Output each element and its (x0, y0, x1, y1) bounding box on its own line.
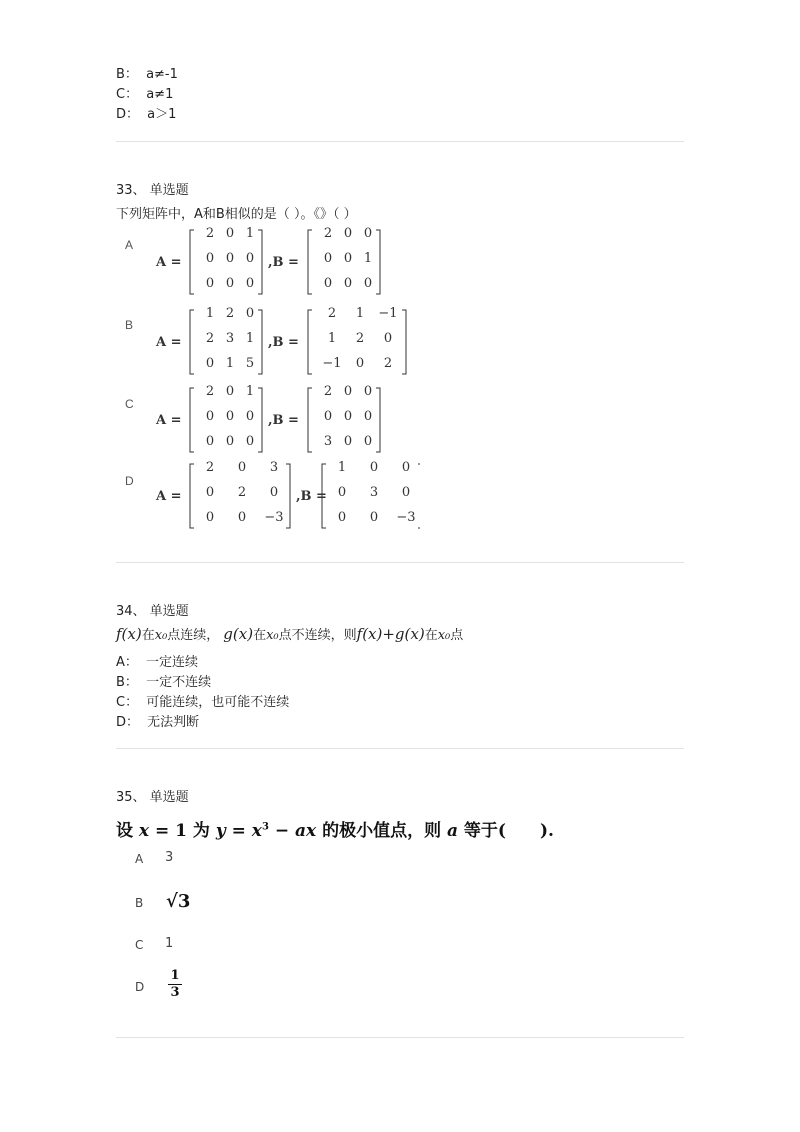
matrix-cell: 2 (237, 485, 247, 500)
matrix-cell: 1 (363, 251, 373, 266)
q35-option-a-label[interactable]: A (135, 852, 144, 866)
option-letter: D： (116, 715, 140, 730)
matrix-symbol-b: ,B = (268, 255, 299, 270)
matrix-cell: 2 (323, 384, 333, 399)
matrix-cell: 2 (225, 306, 235, 321)
matrix-cell: 1 (337, 460, 347, 475)
matrix-cell: 3 (369, 485, 379, 500)
q33-header: 33、 单选题 (116, 183, 189, 198)
stem-text: = 1 为 (149, 821, 216, 841)
stem-text: 在 (141, 628, 155, 643)
matrix-cell: 3 (323, 434, 333, 449)
q34-option-a[interactable] (116, 651, 198, 670)
x0-symbol: x₀ (266, 628, 279, 643)
stem-text: 点连续， (167, 628, 220, 643)
matrix-cell: 1 (245, 226, 255, 241)
matrix-cell: 0 (369, 460, 379, 475)
matrix-symbol-b: ,B = (268, 335, 299, 350)
matrix-cell: 1 (225, 356, 235, 371)
matrix-cell: 0 (343, 409, 353, 424)
matrix-cell: 0 (245, 276, 255, 291)
stem-text: − (268, 821, 295, 841)
matrix-cell: 1 (205, 306, 215, 321)
option-text: a≠1 (146, 87, 174, 102)
left-bracket (190, 464, 194, 528)
matrix-cell: 0 (245, 251, 255, 266)
q34-option-c[interactable] (116, 691, 289, 710)
stem-text: 设 (116, 821, 139, 841)
left-bracket (308, 230, 312, 294)
left-bracket (308, 388, 312, 452)
right-bracket (286, 464, 290, 528)
matrix-symbol-a: A = (156, 335, 182, 350)
matrix-cell: 0 (363, 226, 373, 241)
matrix-cell: 0 (225, 226, 235, 241)
matrix-cell: 0 (363, 384, 373, 399)
matrix-cell: 0 (337, 510, 347, 525)
right-bracket (402, 310, 406, 374)
var-a: a (447, 821, 459, 841)
left-bracket (308, 310, 312, 374)
matrix-symbol-a: A = (156, 255, 182, 270)
matrix-cell: −3 (396, 510, 416, 525)
matrix-pair (155, 384, 380, 452)
f-of-x: f(x) (116, 625, 142, 643)
stem-text: = (225, 821, 252, 841)
matrix-cell: 0 (323, 251, 333, 266)
matrix-cell: 0 (343, 276, 353, 291)
right-bracket (418, 464, 420, 528)
divider (116, 141, 684, 142)
q33-option-a-matrices[interactable] (150, 224, 410, 300)
q33-option-a-label[interactable]: A (125, 238, 134, 252)
matrix-cell: −3 (264, 510, 284, 525)
x0-symbol: x₀ (154, 628, 168, 643)
matrix-cell: 0 (245, 434, 255, 449)
matrix-cell: 0 (225, 251, 235, 266)
matrix-cell: 0 (237, 510, 247, 525)
matrix-cell: 2 (205, 331, 215, 346)
option-text: a≠-1 (146, 67, 178, 82)
option-letter: C： (116, 87, 139, 102)
matrix-cell: 0 (401, 460, 411, 475)
stem-text: 在 (253, 628, 267, 643)
q33-option-b-matrices[interactable] (150, 304, 420, 380)
stem-text: 点不连续，则 (278, 628, 357, 643)
q33-option-d-matrices[interactable] (150, 458, 420, 534)
matrix-cell: 0 (225, 276, 235, 291)
matrix-cell: 0 (383, 331, 393, 346)
q33-option-b-label[interactable]: B (125, 318, 134, 332)
matrix-cell: 0 (205, 251, 215, 266)
matrix-cell: 0 (337, 485, 347, 500)
q33-stem: 下列矩阵中，A和B相似的是（ ）。《》（ ） (116, 207, 357, 222)
option-text: 一定连续 (146, 655, 199, 670)
matrix-cell: 0 (343, 226, 353, 241)
matrix-cell: 0 (205, 434, 215, 449)
matrix-cell: 2 (205, 460, 215, 475)
f-plus-g: f(x)+g(x) (356, 625, 425, 643)
matrix-cell: 0 (323, 276, 333, 291)
matrix-symbol-a: A = (156, 489, 182, 504)
matrix-cell: 0 (343, 251, 353, 266)
left-bracket (190, 310, 194, 374)
q32-option-d[interactable] (116, 103, 176, 122)
q33-option-c-label[interactable]: C (125, 397, 134, 411)
matrix-cell: 0 (343, 384, 353, 399)
var-x: x (138, 821, 150, 841)
matrix-cell: 0 (355, 356, 365, 371)
matrix-cell: 0 (237, 460, 247, 475)
option-letter: A： (116, 655, 138, 670)
q35-stem (116, 816, 554, 841)
option-text: 无法判断 (147, 715, 200, 730)
stem-text: 等于( ). (458, 821, 554, 841)
q35-option-d-value[interactable] (168, 969, 182, 1000)
var-x: x (251, 821, 262, 841)
g-of-x: g(x) (223, 625, 254, 643)
divider (116, 1037, 684, 1038)
stem-text: 的极小值点，则 (316, 821, 447, 841)
q35-option-c-value[interactable]: 1 (165, 936, 174, 951)
stem-text: 点 (450, 628, 464, 643)
matrix-symbol-a: A = (156, 413, 182, 428)
fraction-denominator: 3 (170, 985, 180, 1000)
option-letter: D： (116, 107, 140, 122)
matrix-cell: 0 (205, 409, 215, 424)
matrix-cell: 0 (225, 434, 235, 449)
option-text: a＞1 (147, 107, 177, 122)
q32-option-c[interactable] (116, 83, 173, 102)
right-bracket (258, 388, 262, 452)
matrix-cell: 2 (205, 384, 215, 399)
matrix-cell: −1 (322, 356, 342, 371)
divider (116, 562, 684, 563)
matrix-cell: 2 (323, 226, 333, 241)
matrix-cell: 0 (205, 485, 215, 500)
matrix-cell: 2 (205, 226, 215, 241)
matrix-cell: 3 (269, 460, 279, 475)
q35-header: 35、 单选题 (116, 790, 189, 805)
q35-option-b-label[interactable]: B (135, 896, 144, 910)
matrix-cell: 0 (363, 409, 373, 424)
matrix-symbol-b: ,B = (268, 413, 299, 428)
var-ax: ax (295, 821, 317, 841)
matrix-pair (155, 226, 380, 294)
matrix-cell: 2 (383, 356, 393, 371)
option-letter: B： (116, 67, 138, 82)
q35-option-d-label[interactable]: D (135, 980, 145, 994)
left-bracket (190, 388, 194, 452)
matrix-symbol-b: ,B = (296, 489, 327, 504)
x0-symbol: x₀ (437, 628, 451, 643)
q33-option-c-matrices[interactable] (150, 382, 410, 458)
option-letter: C： (116, 695, 139, 710)
q34-header: 34、 单选题 (116, 604, 189, 619)
matrix-cell: 0 (323, 409, 333, 424)
matrix-cell: 3 (225, 331, 235, 346)
q35-option-c-label[interactable]: C (135, 938, 144, 952)
matrix-cell: 0 (245, 409, 255, 424)
q34-stem (116, 624, 463, 643)
matrix-cell: 0 (245, 306, 255, 321)
option-text: 一定不连续 (146, 675, 212, 690)
matrix-pair (155, 460, 420, 528)
matrix-cell: 0 (363, 434, 373, 449)
right-bracket (258, 310, 262, 374)
matrix-cell: 2 (355, 331, 365, 346)
matrix-cell: 0 (343, 434, 353, 449)
matrix-cell: 0 (205, 356, 215, 371)
fraction-numerator: 1 (170, 968, 180, 983)
matrix-cell: 2 (327, 306, 337, 321)
matrix-cell: 1 (327, 331, 337, 346)
matrix-cell: 0 (205, 276, 215, 291)
q35-option-a-value[interactable]: 3 (165, 850, 174, 865)
right-bracket (376, 230, 380, 294)
q33-option-d-label[interactable]: D (125, 474, 134, 488)
matrix-cell: 0 (225, 384, 235, 399)
matrix-cell: 1 (245, 384, 255, 399)
q34-option-d[interactable] (116, 711, 199, 730)
option-letter: B： (116, 675, 138, 690)
q34-option-b[interactable] (116, 671, 211, 690)
q32-option-b[interactable] (116, 63, 178, 82)
left-bracket (190, 230, 194, 294)
right-bracket (258, 230, 262, 294)
matrix-cell: 0 (363, 276, 373, 291)
divider (116, 748, 684, 749)
matrix-cell: 0 (225, 409, 235, 424)
matrix-cell: 0 (369, 510, 379, 525)
stem-text: 在 (424, 628, 438, 643)
matrix-cell: 0 (205, 510, 215, 525)
matrix-cell: 1 (245, 331, 255, 346)
matrix-cell: 0 (269, 485, 279, 500)
q35-option-b-value[interactable]: √3 (166, 891, 191, 912)
matrix-cell: 5 (245, 356, 255, 371)
matrix-cell: 1 (355, 306, 365, 321)
matrix-cell: −1 (378, 306, 398, 321)
matrix-pair (155, 306, 406, 374)
right-bracket (376, 388, 380, 452)
option-text: 可能连续，也可能不连续 (146, 695, 290, 710)
var-y: y (215, 821, 226, 841)
matrix-cell: 0 (401, 485, 411, 500)
exponent: 3 (261, 821, 269, 833)
